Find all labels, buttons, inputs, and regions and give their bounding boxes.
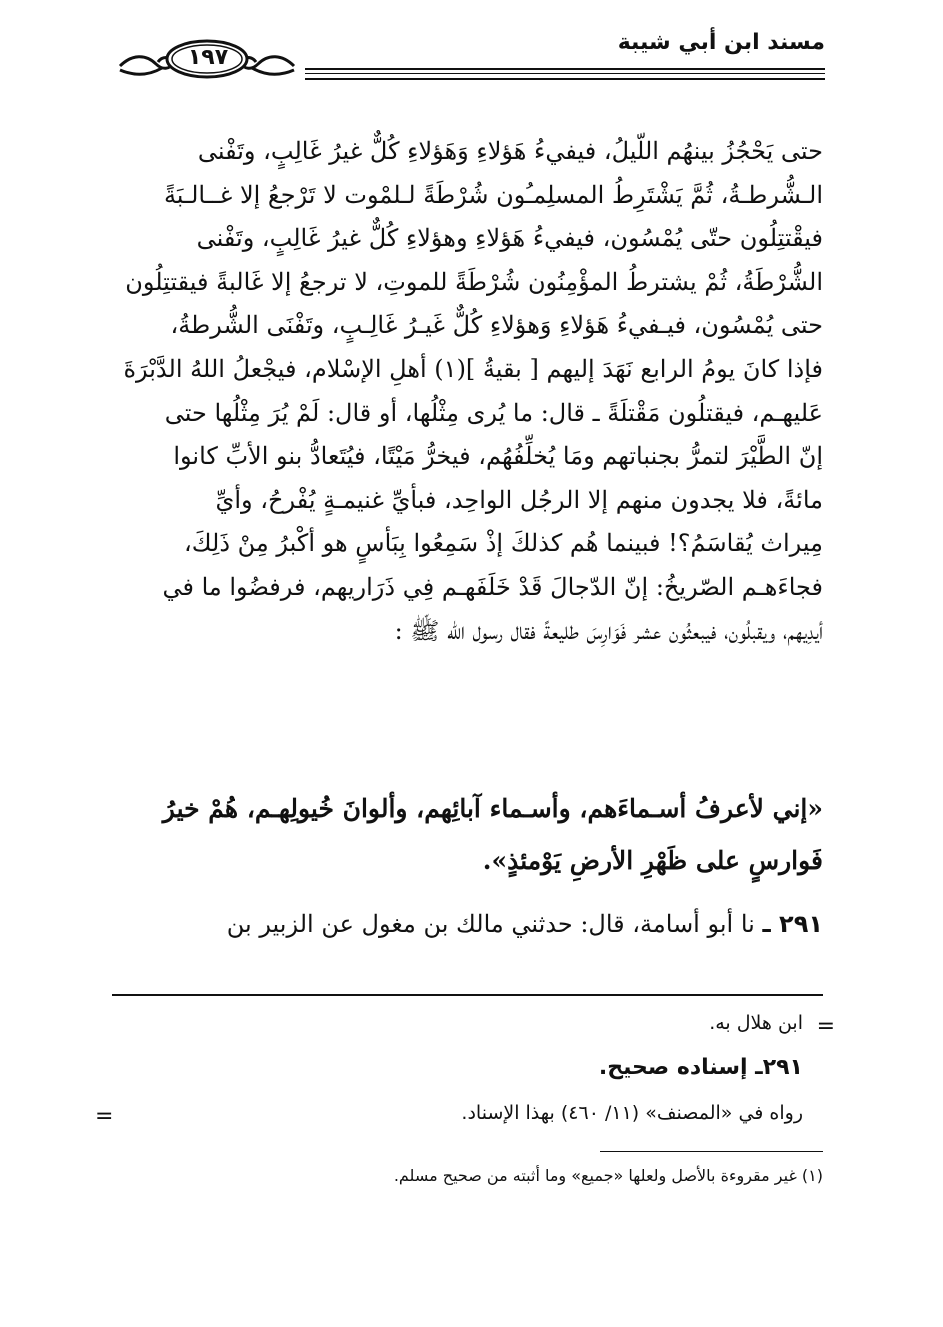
hadith-line: فَوارسٍ على ظَهْرِ الأرضِ يَوْمئذٍ». [482,846,823,875]
hadith-chain: نا أبو أسامة، قال: حدثني مالك بن مغول عن الزبير بن [226,910,755,938]
footnote-separator [112,994,823,996]
footnote-line: رواه في «المصنف» (١١/ ٤٦٠) بهذا الإسناد. [461,1102,803,1124]
continuation-mark: = [816,1014,835,1039]
text-line: عَليهـم، فيقتلُون مَقْتلَةً ـ قال: ما يُرى مِثْلُها، أو قال: لَمْ يُرَ مِثْلُها حتى [164,398,823,427]
footnote-line: ابن هلال به. [709,1012,803,1034]
header-rule [305,68,825,70]
text-line: الشُّرْطَةُ، ثُمْ يشترطُ المؤْمِنُون شُرْطَةً للموتِ، لا ترجعُ إلا غَالبةً فيقتتِلُون [125,267,823,296]
text-line: مِيراث يُقاسَمُ؟! فبينما هُم كذلكَ إذْ سَمِعُوا بِبَأسٍ هو أكْبرُ مِنْ ذَلِكَ، [184,529,823,558]
text-line: حتى يَحْجُزُ بينهُم اللّيلُ، فيفيءُ هَؤلاءِ وَهَؤلاءِ كُلٌّ غيرُ غَالِبٍ، وتَفْنى [197,137,823,165]
footnote-rule [600,1151,823,1152]
text-line: فإذا كانَ يومُ الرابع نَهَدَ إليهم [ بقيةُ ](١) أهلِ الإسْلام، فيجْعلُ اللهُ الدَّبْرَةَ [123,354,823,383]
header-rule [305,73,825,74]
text-line: مائةً، فلا يجدون منهم إلا الرجُل الواحِد، فبأيِّ غنيمـةٍ يُفْرحُ، وأيِّ [215,485,823,514]
footnote-grading: ٢٩١ـ إسناده صحيح. [598,1055,803,1080]
text-line: أيدِيهم، ويقبلُون، فيبعثُون عشر فَوَارِسَ طليعةً فقال رسول الله ﷺ : [394,616,823,645]
continuation-mark: = [95,1104,114,1129]
book-title: مسند ابن أبي شيبة [617,30,825,55]
page-number: ١٩٧ [187,44,229,70]
text-line: فجاءَهـم الصّريخُ: إنّ الدّجالَ قَدْ خَلَفَهـم فِي ذَرَاريهم، فرفضُوا ما في [162,572,823,601]
text-line: إنّ الطَّيْرَ لتمرُّ بجنباتهم ومَا يُخلِّفُهُم، فيخرُّ مَيْتًا، فيُتَعادُّ بنو الأبِّ كانوا [173,442,823,471]
footnote-1: (١) غير مقروءة بالأصل ولعلها «جميع» وما أثبته من صحيح مسلم. [393,1166,823,1185]
main-text [112,130,823,653]
next-hadith [112,902,823,946]
hadith-number: ٢٩١ ـ [762,910,823,938]
text-line: حتى يُمْسُون، فيـفيءُ هَؤلاءِ وَهؤلاءِ كُلٌّ غَيـرُ غَالِـبٍ، وتَفْنَى الشُّرطةُ، [170,311,823,340]
text-line: الـشُّرطـةُ، ثُمَّ يَشْتَرِطُ المسلِمـُون شُرْطَةً لـلمْوت لا تَرْجعُ إلا غــالـبَةً [163,180,823,209]
hadith-line: «إني لأعرفُ أسـماءَهم، وأسـماء آبائِهم، وألوانَ خُيولِهـم، هُمْ خيرُ [162,794,823,823]
hadith-quote [112,783,823,887]
text-line: فيقْتتِلُون حتّى يُمْسُون، فيفيءُ هَؤلاءِ وهؤلاءِ كُلٌّ غيرُ غَالِبٍ، وتَفْنى [196,224,823,253]
header-rule [305,78,825,80]
